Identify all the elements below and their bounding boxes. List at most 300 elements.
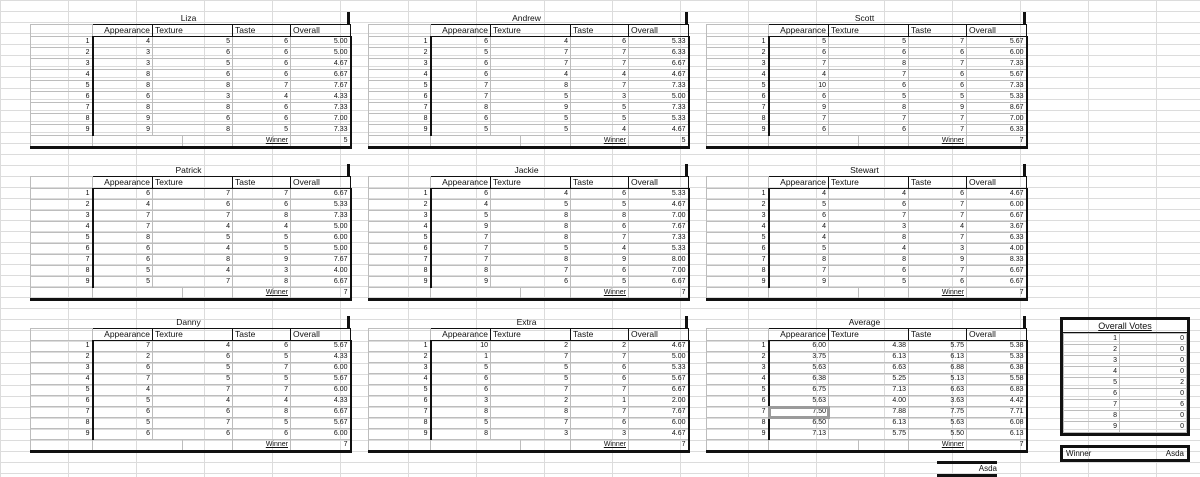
header-appearance[interactable]: Appearance — [93, 25, 153, 37]
header-overall[interactable]: Overall — [291, 177, 351, 189]
cell-appearance[interactable]: 4 — [769, 70, 829, 81]
cell-texture[interactable]: 7 — [491, 48, 571, 59]
cell-appearance[interactable]: 5 — [93, 396, 153, 407]
votes-count[interactable]: 6 — [1120, 400, 1187, 411]
cell-texture[interactable]: 4 — [153, 222, 233, 233]
cell-texture[interactable]: 6 — [153, 70, 233, 81]
cell-texture[interactable]: 7 — [491, 418, 571, 429]
cell-appearance[interactable]: 7 — [431, 233, 491, 244]
cell-overall[interactable]: 4.67 — [629, 125, 689, 136]
cell-overall[interactable]: 5.67 — [291, 341, 351, 352]
cell-taste[interactable]: 6 — [909, 189, 967, 200]
cell-texture[interactable]: 4 — [153, 341, 233, 352]
cell-taste[interactable]: 9 — [571, 255, 629, 266]
cell-overall[interactable]: 6.67 — [967, 211, 1027, 222]
cell-overall[interactable]: 6.00 — [967, 48, 1027, 59]
cell-texture[interactable]: 4 — [491, 70, 571, 81]
cell-texture[interactable]: 3 — [829, 222, 909, 233]
cell-taste[interactable]: 5 — [233, 352, 291, 363]
cell-overall[interactable]: 5.33 — [291, 200, 351, 211]
header-texture[interactable]: Texture — [153, 329, 233, 341]
cell-taste[interactable]: 5 — [233, 233, 291, 244]
cell-appearance[interactable]: 4 — [93, 37, 153, 48]
votes-count[interactable]: 0 — [1120, 367, 1187, 378]
cell-overall[interactable]: 6.00 — [629, 418, 689, 429]
votes-count[interactable]: 0 — [1120, 334, 1187, 345]
cell-texture[interactable]: 7 — [491, 385, 571, 396]
cell-texture[interactable]: 8 — [153, 255, 233, 266]
cell-appearance[interactable]: 6 — [769, 92, 829, 103]
cell-appearance[interactable]: 9 — [431, 277, 491, 288]
cell-taste[interactable]: 4 — [571, 70, 629, 81]
cell-overall[interactable]: 5.00 — [291, 222, 351, 233]
cell-overall[interactable]: 4.33 — [291, 396, 351, 407]
cell-appearance[interactable]: 5.63 — [769, 363, 829, 374]
cell-taste[interactable]: 5.75 — [909, 341, 967, 352]
cell-texture[interactable]: 5 — [153, 363, 233, 374]
cell-overall[interactable]: 7.33 — [629, 81, 689, 92]
cell-taste[interactable]: 6 — [571, 266, 629, 277]
cell-taste[interactable]: 5 — [571, 200, 629, 211]
cell-overall[interactable]: 7.00 — [291, 114, 351, 125]
cell-taste[interactable]: 4 — [909, 222, 967, 233]
cell-texture[interactable]: 8 — [491, 81, 571, 92]
winner-value[interactable]: 7 — [967, 288, 1027, 300]
votes-option[interactable]: 2 — [1064, 345, 1120, 356]
cell-appearance[interactable]: 7 — [93, 341, 153, 352]
cell-overall[interactable]: 4.67 — [967, 189, 1027, 200]
cell-overall[interactable]: 6.67 — [629, 277, 689, 288]
cell-texture[interactable]: 4 — [153, 244, 233, 255]
votes-count[interactable]: 0 — [1120, 389, 1187, 400]
votes-count[interactable]: 2 — [1120, 378, 1187, 389]
cell-texture[interactable]: 6 — [153, 200, 233, 211]
header-overall[interactable]: Overall — [629, 25, 689, 37]
votes-count[interactable]: 0 — [1120, 422, 1187, 433]
cell-taste[interactable]: 6 — [909, 48, 967, 59]
cell-texture[interactable]: 6 — [829, 266, 909, 277]
cell-texture[interactable]: 5 — [491, 244, 571, 255]
cell-overall[interactable]: 7.00 — [967, 114, 1027, 125]
cell-overall[interactable]: 5.67 — [967, 37, 1027, 48]
cell-texture[interactable]: 4 — [491, 189, 571, 200]
cell-overall[interactable]: 7.67 — [291, 81, 351, 92]
header-appearance[interactable]: Appearance — [93, 177, 153, 189]
votes-count[interactable]: 0 — [1120, 356, 1187, 367]
header-taste[interactable]: Taste — [571, 329, 629, 341]
cell-taste[interactable]: 7 — [571, 48, 629, 59]
cell-overall[interactable]: 6.33 — [629, 48, 689, 59]
cell-overall[interactable]: 6.08 — [967, 418, 1027, 429]
votes-count[interactable]: 0 — [1120, 345, 1187, 356]
cell-taste[interactable]: 7 — [571, 81, 629, 92]
cell-overall[interactable]: 4.67 — [629, 200, 689, 211]
cell-texture[interactable]: 7 — [491, 59, 571, 70]
header-taste[interactable]: Taste — [233, 329, 291, 341]
winner-value[interactable]: 7 — [967, 440, 1027, 452]
cell-taste[interactable]: 5 — [571, 114, 629, 125]
cell-taste[interactable]: 7 — [571, 59, 629, 70]
cell-overall[interactable]: 7.33 — [967, 59, 1027, 70]
cell-texture[interactable]: 7 — [829, 114, 909, 125]
cell-taste[interactable]: 5 — [233, 418, 291, 429]
cell-taste[interactable]: 6 — [571, 189, 629, 200]
cell-taste[interactable]: 7 — [571, 352, 629, 363]
cell-appearance[interactable]: 6 — [769, 48, 829, 59]
cell-appearance[interactable]: 3 — [93, 59, 153, 70]
cell-appearance[interactable]: 8 — [93, 70, 153, 81]
cell-texture[interactable]: 5 — [829, 277, 909, 288]
cell-taste[interactable]: 4 — [233, 222, 291, 233]
cell-taste[interactable]: 6.13 — [909, 352, 967, 363]
cell-appearance[interactable]: 6 — [431, 59, 491, 70]
cell-overall[interactable]: 5.33 — [629, 244, 689, 255]
cell-appearance[interactable]: 5 — [93, 266, 153, 277]
cell-taste[interactable]: 6 — [571, 374, 629, 385]
cell-taste[interactable]: 6.63 — [909, 385, 967, 396]
header-taste[interactable]: Taste — [233, 25, 291, 37]
cell-appearance[interactable]: 5 — [431, 363, 491, 374]
cell-texture[interactable]: 3 — [491, 429, 571, 440]
cell-texture[interactable]: 5.75 — [829, 429, 909, 440]
cell-appearance[interactable]: 6.75 — [769, 385, 829, 396]
cell-appearance[interactable]: 7 — [431, 81, 491, 92]
cell-appearance[interactable]: 6 — [431, 37, 491, 48]
cell-appearance[interactable]: 5 — [93, 418, 153, 429]
cell-appearance[interactable]: 8 — [93, 233, 153, 244]
cell-appearance[interactable]: 8 — [431, 429, 491, 440]
cell-appearance[interactable]: 5 — [769, 200, 829, 211]
cell-overall[interactable]: 8.33 — [967, 255, 1027, 266]
cell-taste[interactable]: 6 — [233, 103, 291, 114]
cell-overall[interactable]: 6.00 — [291, 363, 351, 374]
cell-overall[interactable]: 5.33 — [967, 92, 1027, 103]
cell-texture[interactable]: 7 — [153, 385, 233, 396]
votes-option[interactable]: 6 — [1064, 389, 1120, 400]
cell-texture[interactable]: 6 — [491, 277, 571, 288]
cell-overall[interactable]: 6.67 — [967, 266, 1027, 277]
winner-value[interactable]: 7 — [629, 288, 689, 300]
cell-appearance[interactable]: 10 — [769, 81, 829, 92]
cell-taste[interactable]: 7 — [571, 385, 629, 396]
header-taste[interactable]: Taste — [909, 329, 967, 341]
cell-taste[interactable]: 2 — [571, 341, 629, 352]
cell-appearance[interactable]: 6 — [93, 255, 153, 266]
cell-appearance[interactable]: 4 — [769, 233, 829, 244]
cell-appearance[interactable]: 4 — [769, 189, 829, 200]
cell-overall[interactable]: 5.00 — [629, 92, 689, 103]
cell-overall[interactable]: 6.13 — [967, 429, 1027, 440]
cell-overall[interactable]: 3.67 — [967, 222, 1027, 233]
cell-taste[interactable]: 7 — [909, 233, 967, 244]
cell-texture[interactable]: 4 — [153, 396, 233, 407]
cell-overall[interactable]: 6.67 — [291, 277, 351, 288]
cell-taste[interactable]: 6 — [233, 429, 291, 440]
cell-taste[interactable]: 6 — [233, 70, 291, 81]
cell-overall[interactable]: 7.33 — [291, 211, 351, 222]
cell-texture[interactable]: 2 — [491, 396, 571, 407]
cell-texture[interactable]: 8 — [829, 59, 909, 70]
cell-appearance[interactable]: 7 — [93, 374, 153, 385]
cell-taste[interactable]: 6 — [233, 341, 291, 352]
cell-overall[interactable]: 5.33 — [629, 363, 689, 374]
header-appearance[interactable]: Appearance — [93, 329, 153, 341]
cell-texture[interactable]: 8 — [491, 233, 571, 244]
cell-appearance[interactable]: 6 — [431, 189, 491, 200]
cell-texture[interactable]: 5 — [491, 125, 571, 136]
cell-appearance[interactable]: 3 — [93, 48, 153, 59]
cell-taste[interactable]: 6 — [571, 418, 629, 429]
cell-appearance[interactable]: 7 — [431, 92, 491, 103]
cell-texture[interactable]: 6.13 — [829, 352, 909, 363]
cell-texture[interactable]: 7 — [153, 211, 233, 222]
cell-texture[interactable]: 8 — [829, 233, 909, 244]
cell-taste[interactable]: 6 — [233, 59, 291, 70]
header-appearance[interactable]: Appearance — [431, 177, 491, 189]
cell-texture[interactable]: 5 — [491, 114, 571, 125]
cell-appearance[interactable]: 7 — [769, 114, 829, 125]
header-appearance[interactable]: Appearance — [769, 177, 829, 189]
cell-texture[interactable]: 8 — [153, 103, 233, 114]
cell-overall[interactable]: 6.67 — [291, 407, 351, 418]
cell-taste[interactable]: 3 — [909, 244, 967, 255]
cell-appearance[interactable]: 5.63 — [769, 396, 829, 407]
header-overall[interactable]: Overall — [967, 329, 1027, 341]
cell-texture[interactable]: 6.63 — [829, 363, 909, 374]
cell-appearance[interactable]: 8 — [769, 255, 829, 266]
cell-taste[interactable]: 3 — [571, 429, 629, 440]
cell-overall[interactable]: 7.00 — [629, 266, 689, 277]
cell-taste[interactable]: 6 — [233, 114, 291, 125]
cell-taste[interactable]: 7 — [233, 189, 291, 200]
cell-texture[interactable]: 7 — [153, 418, 233, 429]
cell-taste[interactable]: 6 — [909, 277, 967, 288]
cell-overall[interactable]: 6.00 — [967, 200, 1027, 211]
cell-texture[interactable]: 5 — [153, 59, 233, 70]
cell-appearance[interactable]: 6.00 — [769, 341, 829, 352]
header-overall[interactable]: Overall — [291, 329, 351, 341]
cell-texture[interactable]: 7 — [491, 266, 571, 277]
votes-option[interactable]: 4 — [1064, 367, 1120, 378]
cell-taste[interactable]: 8 — [571, 211, 629, 222]
cell-appearance[interactable]: 3.75 — [769, 352, 829, 363]
cell-taste[interactable]: 6.88 — [909, 363, 967, 374]
cell-texture[interactable]: 6.13 — [829, 418, 909, 429]
cell-taste[interactable]: 7 — [909, 114, 967, 125]
cell-texture[interactable]: 8 — [829, 255, 909, 266]
cell-taste[interactable]: 6 — [233, 200, 291, 211]
cell-taste[interactable]: 6 — [233, 48, 291, 59]
cell-taste[interactable]: 5 — [233, 244, 291, 255]
cell-overall[interactable]: 7.33 — [291, 103, 351, 114]
cell-overall[interactable]: 6.67 — [629, 385, 689, 396]
cell-taste[interactable]: 7 — [233, 81, 291, 92]
cell-overall[interactable]: 5.33 — [629, 114, 689, 125]
cell-overall[interactable]: 7.33 — [629, 233, 689, 244]
cell-taste[interactable]: 7 — [909, 125, 967, 136]
cell-texture[interactable]: 7 — [153, 189, 233, 200]
cell-appearance[interactable]: 2 — [93, 352, 153, 363]
header-overall[interactable]: Overall — [967, 177, 1027, 189]
cell-appearance[interactable]: 6 — [93, 363, 153, 374]
cell-taste[interactable]: 5 — [571, 277, 629, 288]
cell-taste[interactable]: 7 — [909, 200, 967, 211]
cell-texture[interactable]: 6 — [153, 429, 233, 440]
cell-texture[interactable]: 8 — [491, 407, 571, 418]
cell-taste[interactable]: 7 — [233, 385, 291, 396]
cell-texture[interactable]: 7 — [153, 277, 233, 288]
cell-overall[interactable]: 6.33 — [967, 125, 1027, 136]
cell-overall[interactable]: 5.33 — [967, 352, 1027, 363]
cell-taste[interactable]: 7 — [909, 59, 967, 70]
cell-appearance[interactable]: 7 — [93, 211, 153, 222]
cell-appearance[interactable]: 9 — [769, 103, 829, 114]
cell-texture[interactable]: 6 — [153, 48, 233, 59]
cell-appearance[interactable]: 8 — [93, 103, 153, 114]
cell-texture[interactable]: 8 — [153, 81, 233, 92]
cell-texture[interactable]: 5 — [829, 37, 909, 48]
cell-texture[interactable]: 4 — [829, 189, 909, 200]
votes-option[interactable]: 9 — [1064, 422, 1120, 433]
cell-texture[interactable]: 5.25 — [829, 374, 909, 385]
cell-overall[interactable]: 4.67 — [291, 59, 351, 70]
cell-appearance[interactable]: 9 — [431, 222, 491, 233]
cell-taste[interactable]: 6 — [571, 37, 629, 48]
header-overall[interactable]: Overall — [629, 329, 689, 341]
cell-taste[interactable]: 8 — [233, 211, 291, 222]
cell-overall[interactable]: 5.00 — [629, 352, 689, 363]
cell-taste[interactable]: 7 — [909, 266, 967, 277]
votes-count[interactable]: 0 — [1120, 411, 1187, 422]
cell-overall[interactable]: 4.33 — [291, 92, 351, 103]
cell-taste[interactable]: 4 — [233, 92, 291, 103]
cell-taste[interactable]: 3 — [233, 266, 291, 277]
cell-appearance[interactable]: 5 — [431, 48, 491, 59]
cell-appearance[interactable]: 10 — [431, 341, 491, 352]
cell-appearance[interactable]: 6 — [93, 429, 153, 440]
cell-texture[interactable]: 4.38 — [829, 341, 909, 352]
header-texture[interactable]: Texture — [153, 177, 233, 189]
header-taste[interactable]: Taste — [571, 177, 629, 189]
cell-texture[interactable]: 8 — [491, 222, 571, 233]
header-taste[interactable]: Taste — [571, 25, 629, 37]
winner-value[interactable]: 7 — [967, 136, 1027, 148]
cell-appearance[interactable]: 6.38 — [769, 374, 829, 385]
header-texture[interactable]: Texture — [491, 25, 571, 37]
cell-appearance[interactable]: 8 — [431, 103, 491, 114]
cell-texture[interactable]: 5 — [153, 233, 233, 244]
cell-taste[interactable]: 4 — [233, 396, 291, 407]
cell-taste[interactable]: 5.13 — [909, 374, 967, 385]
cell-overall[interactable]: 6.67 — [291, 70, 351, 81]
cell-appearance[interactable]: 5 — [769, 37, 829, 48]
votes-option[interactable]: 1 — [1064, 334, 1120, 345]
cell-taste[interactable]: 6 — [909, 70, 967, 81]
cell-appearance[interactable]: 5 — [769, 244, 829, 255]
header-texture[interactable]: Texture — [829, 329, 909, 341]
cell-appearance[interactable]: 5 — [431, 418, 491, 429]
cell-overall[interactable]: 4.00 — [291, 266, 351, 277]
cell-texture[interactable]: 7 — [829, 70, 909, 81]
cell-taste[interactable]: 3 — [571, 92, 629, 103]
cell-overall[interactable]: 5.67 — [291, 418, 351, 429]
cell-overall[interactable]: 5.00 — [291, 244, 351, 255]
header-overall[interactable]: Overall — [967, 25, 1027, 37]
header-taste[interactable]: Taste — [909, 25, 967, 37]
header-taste[interactable]: Taste — [233, 177, 291, 189]
cell-taste[interactable]: 9 — [909, 255, 967, 266]
cell-overall[interactable]: 6.00 — [291, 429, 351, 440]
cell-overall[interactable]: 4.67 — [629, 70, 689, 81]
cell-taste[interactable]: 4 — [571, 244, 629, 255]
cell-appearance[interactable]: 8 — [431, 266, 491, 277]
cell-texture[interactable]: 4.00 — [829, 396, 909, 407]
cell-overall[interactable]: 5.58 — [967, 374, 1027, 385]
header-appearance[interactable]: Appearance — [431, 25, 491, 37]
cell-texture[interactable]: 7.88 — [829, 407, 909, 418]
cell-appearance[interactable]: 7.13 — [769, 429, 829, 440]
votes-option[interactable]: 5 — [1064, 378, 1120, 389]
cell-texture[interactable]: 4 — [491, 37, 571, 48]
cell-overall[interactable]: 5.33 — [629, 37, 689, 48]
cell-texture[interactable]: 6 — [829, 200, 909, 211]
cell-texture[interactable]: 5 — [829, 92, 909, 103]
cell-appearance[interactable]: 8 — [93, 81, 153, 92]
header-overall[interactable]: Overall — [629, 177, 689, 189]
cell-texture[interactable]: 5 — [153, 374, 233, 385]
header-texture[interactable]: Texture — [491, 329, 571, 341]
cell-texture[interactable]: 7.13 — [829, 385, 909, 396]
header-texture[interactable]: Texture — [491, 177, 571, 189]
cell-taste[interactable]: 1 — [571, 396, 629, 407]
cell-appearance[interactable]: 4 — [93, 200, 153, 211]
cell-taste[interactable]: 7 — [571, 407, 629, 418]
cell-appearance[interactable]: 9 — [93, 114, 153, 125]
cell-taste[interactable]: 7 — [909, 37, 967, 48]
cell-appearance[interactable]: 3 — [431, 396, 491, 407]
cell-texture[interactable]: 8 — [153, 125, 233, 136]
cell-overall[interactable]: 7.67 — [291, 255, 351, 266]
cell-taste[interactable]: 4 — [571, 125, 629, 136]
cell-overall[interactable]: 5.67 — [629, 374, 689, 385]
cell-texture[interactable]: 5 — [491, 92, 571, 103]
cell-appearance[interactable]: 7 — [769, 59, 829, 70]
cell-texture[interactable]: 2 — [491, 341, 571, 352]
cell-overall[interactable]: 7.71 — [967, 407, 1027, 418]
cell-appearance[interactable]: 5 — [93, 277, 153, 288]
cell-taste[interactable]: 6 — [571, 363, 629, 374]
cell-texture[interactable]: 6 — [153, 114, 233, 125]
cell-taste[interactable]: 9 — [909, 103, 967, 114]
cell-taste[interactable]: 5 — [233, 125, 291, 136]
cell-taste[interactable]: 9 — [233, 255, 291, 266]
cell-appearance[interactable]: 9 — [93, 125, 153, 136]
cell-overall[interactable]: 6.00 — [291, 233, 351, 244]
cell-appearance[interactable]: 1 — [431, 352, 491, 363]
cell-overall[interactable]: 7.33 — [291, 125, 351, 136]
cell-texture[interactable]: 6 — [153, 407, 233, 418]
cell-taste[interactable]: 5.63 — [909, 418, 967, 429]
cell-overall[interactable]: 4.67 — [629, 429, 689, 440]
cell-appearance[interactable]: 4 — [93, 385, 153, 396]
winner-value[interactable]: 7 — [629, 440, 689, 452]
cell-overall[interactable]: 7.33 — [629, 103, 689, 114]
cell-taste[interactable]: 7 — [233, 363, 291, 374]
cell-appearance[interactable]: 6 — [93, 407, 153, 418]
votes-option[interactable]: 8 — [1064, 411, 1120, 422]
cell-taste[interactable]: 7.75 — [909, 407, 967, 418]
cell-taste[interactable]: 6 — [233, 37, 291, 48]
